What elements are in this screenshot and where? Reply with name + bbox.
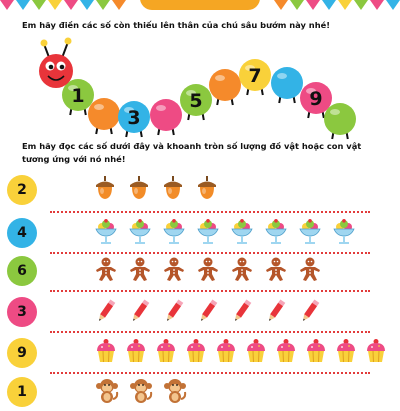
- pencil-icon[interactable]: [163, 298, 185, 328]
- row-items: [95, 339, 395, 367]
- segment-number: 9: [309, 88, 323, 110]
- monkey-icon[interactable]: [163, 378, 187, 408]
- antenna-tip-icon: [65, 38, 72, 45]
- caterpillar-segment: [300, 82, 332, 114]
- row-number: 1: [7, 377, 37, 407]
- counting-row: [0, 175, 400, 209]
- ice-cream-sundae-icon[interactable]: [163, 219, 185, 249]
- cupcake-icon[interactable]: [365, 339, 387, 367]
- counting-row: [0, 377, 400, 411]
- caterpillar-segment: [239, 59, 271, 91]
- ice-cream-sundae-icon[interactable]: [129, 219, 151, 249]
- pencil-icon[interactable]: [299, 298, 321, 328]
- segment-number: 3: [127, 107, 141, 129]
- row-number: 9: [7, 338, 37, 368]
- row-number: 2: [7, 175, 37, 205]
- gingerbread-man-icon[interactable]: [265, 257, 287, 285]
- pencil-icon[interactable]: [197, 298, 219, 328]
- monkey-icon[interactable]: [95, 378, 119, 408]
- gingerbread-man-icon[interactable]: [299, 257, 321, 285]
- caterpillar-segment[interactable]: [150, 99, 182, 131]
- cupcake-icon[interactable]: [95, 339, 117, 367]
- acorn-icon[interactable]: [163, 176, 183, 204]
- cupcake-icon[interactable]: [305, 339, 327, 367]
- row-divider: [50, 372, 370, 376]
- caterpillar-segment: [118, 101, 150, 133]
- gingerbread-man-icon[interactable]: [163, 257, 185, 285]
- gingerbread-man-icon[interactable]: [129, 257, 151, 285]
- cupcake-icon[interactable]: [125, 339, 147, 367]
- caterpillar-segment[interactable]: [209, 69, 241, 101]
- counting-row: [0, 256, 400, 290]
- counting-row: [0, 338, 400, 372]
- pencil-icon[interactable]: [129, 298, 151, 328]
- row-items: [95, 219, 395, 247]
- ice-cream-sundae-icon[interactable]: [265, 219, 287, 249]
- monkey-icon[interactable]: [129, 378, 153, 408]
- gingerbread-man-icon[interactable]: [231, 257, 253, 285]
- ice-cream-sundae-icon[interactable]: [333, 219, 355, 249]
- cupcake-icon[interactable]: [155, 339, 177, 367]
- caterpillar-segment[interactable]: [271, 67, 303, 99]
- exercise2-instruction: Em hãy đọc các số dưới đây và khoanh tròn số lượng đồ vật hoặc con vật tương ứng với nó nhé!: [22, 141, 362, 164]
- cupcake-icon[interactable]: [335, 339, 357, 367]
- exercise1-instruction: Em hãy điền các số còn thiếu lên thân của chú sâu bướm này nhé!: [22, 20, 331, 30]
- row-items: [95, 298, 395, 326]
- antenna-tip-icon: [41, 40, 48, 47]
- pencil-icon[interactable]: [95, 298, 117, 328]
- segment-number: 1: [71, 85, 85, 107]
- ice-cream-sundae-icon[interactable]: [231, 219, 253, 249]
- cupcake-icon[interactable]: [275, 339, 297, 367]
- caterpillar: [0, 0, 400, 140]
- row-number: 4: [7, 218, 37, 248]
- row-divider: [50, 331, 370, 335]
- gingerbread-man-icon[interactable]: [197, 257, 219, 285]
- ice-cream-sundae-icon[interactable]: [197, 219, 219, 249]
- row-items: [95, 176, 395, 204]
- ice-cream-sundae-icon[interactable]: [299, 219, 321, 249]
- counting-row: [0, 297, 400, 331]
- acorn-icon[interactable]: [197, 176, 217, 204]
- cupcake-icon[interactable]: [245, 339, 267, 367]
- caterpillar-segment[interactable]: [324, 103, 356, 135]
- row-items: [95, 378, 395, 406]
- gingerbread-man-icon[interactable]: [95, 257, 117, 285]
- caterpillar-head: [39, 38, 73, 89]
- caterpillar-segment[interactable]: [88, 98, 120, 130]
- row-number: 3: [7, 297, 37, 327]
- ice-cream-sundae-icon[interactable]: [95, 219, 117, 249]
- row-items: [95, 257, 395, 285]
- pencil-icon[interactable]: [231, 298, 253, 328]
- cupcake-icon[interactable]: [185, 339, 207, 367]
- pencil-icon[interactable]: [265, 298, 287, 328]
- acorn-icon[interactable]: [129, 176, 149, 204]
- cupcake-icon[interactable]: [215, 339, 237, 367]
- caterpillar-segment: [180, 84, 212, 116]
- row-number: 6: [7, 256, 37, 286]
- segment-number: 7: [248, 65, 262, 87]
- row-divider: [50, 211, 370, 215]
- counting-row: [0, 218, 400, 252]
- segment-number: 5: [189, 90, 203, 112]
- acorn-icon[interactable]: [95, 176, 115, 204]
- caterpillar-body: [62, 59, 356, 135]
- row-divider: [50, 290, 370, 294]
